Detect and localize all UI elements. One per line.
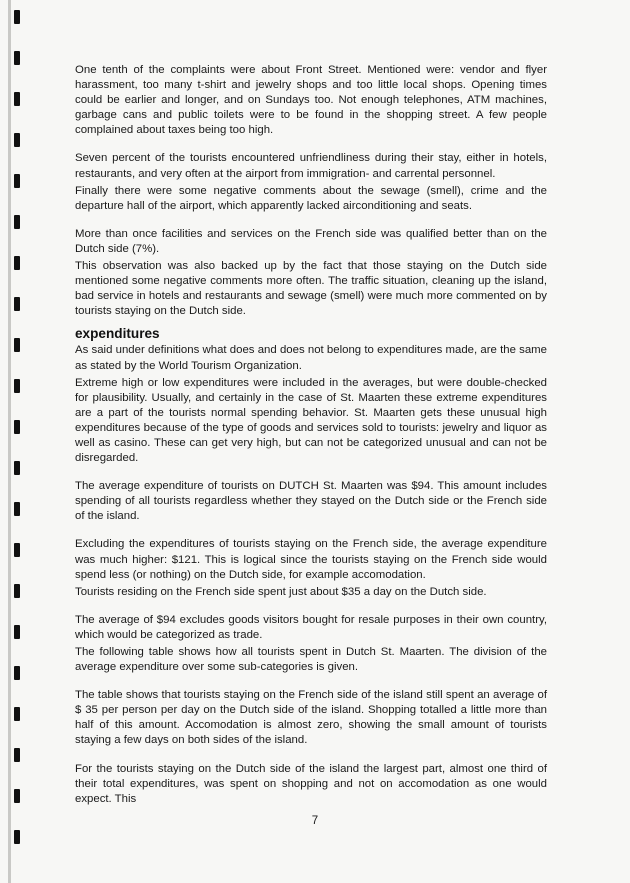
paragraph-excluding-french: Excluding the expenditures of tourists staying on the French side, the average expenditure was much higher: $121. This is logical since the tourists staying on the French side would spend less (or nothing) on the Dutch side, for example accomodation.: [75, 538, 547, 581]
paragraph-observation: This observation was also backed up by the fact that those staying on the Dutch side mentioned some negative comments more often. The traffic situation, cleaning up the island, bad service in hotels and restaurants and sewage (smell) were much more commented on by tourists staying on the Dutch side.: [75, 260, 547, 318]
spiral-binding: [8, 0, 22, 883]
paragraph-french-side: More than once facilities and services on the French side was qualified better than on the Dutch side (7%).: [75, 227, 547, 255]
paragraph-dutch-side-shopping: For the tourists staying on the Dutch side of the island the largest part, almost one third of their total expenditures, was spent on shopping and not on accomodation as one would expect. This: [75, 762, 547, 805]
paragraph-definitions: As said under definitions what does and does not belong to expenditures made, are the same as stated by the World Tourism Organization.: [75, 344, 547, 372]
binding-hole: [14, 420, 20, 434]
binding-hole: [14, 830, 20, 844]
paragraph-french-residents: Tourists residing on the French side spent just about $35 a day on the Dutch side.: [75, 585, 487, 598]
binding-hole: [14, 379, 20, 393]
binding-edge: [8, 0, 11, 883]
binding-hole: [14, 338, 20, 352]
binding-hole: [14, 51, 20, 65]
binding-hole: [14, 133, 20, 147]
binding-hole: [14, 174, 20, 188]
paragraph-front-street: One tenth of the complaints were about Front Street. Mentioned were: vendor and flyer harassment, too many t-shirt and jewelry shops and too little local shops. Opening times could be earlier and longer, and on Sundays too. Not enough telephones, ATM machines, garbage cans and public toilets were to be found in the shopping street. A few people complained about taxes being too high.: [75, 64, 547, 137]
binding-hole: [14, 256, 20, 270]
binding-hole: [14, 10, 20, 24]
paragraph-negative-comments: Finally there were some negative comments about the sewage (smell), crime and the departure hall of the airport, which apparently lacked airconditioning and seats.: [75, 184, 547, 212]
paragraph-average-expenditure: The average expenditure of tourists on DUTCH St. Maarten was $94. This amount includes spending of all tourists regardless whether they stayed on the Dutch side or the French side of the island.: [75, 480, 547, 523]
binding-hole: [14, 625, 20, 639]
binding-hole: [14, 461, 20, 475]
section-heading-expenditures: expenditures: [75, 326, 160, 342]
binding-hole: [14, 502, 20, 516]
page-number: 7: [311, 815, 319, 827]
paragraph-unfriendliness: Seven percent of the tourists encountered unfriendliness during their stay, either in hotels, restaurants, and very often at the airport from immigration- and carrental personnel.: [75, 152, 547, 180]
binding-hole: [14, 707, 20, 721]
binding-hole: [14, 92, 20, 106]
binding-hole: [14, 543, 20, 557]
binding-hole: [14, 584, 20, 598]
paragraph-table-shows: The table shows that tourists staying on the French side of the island still spent an average of $ 35 per person per day on the Dutch side of the island. Shopping totalled a little more than half of this amount. Accomodation is almost zero, showing the small amount of tourists staying a few days on both sides of the island.: [75, 689, 547, 747]
page-body: [75, 63, 547, 807]
binding-hole: [14, 748, 20, 762]
paragraph-extreme-expenditures: Extreme high or low expenditures were included in the averages, but were double-checked for plausibility. Usually, and certainly in the case of St. Maarten these extreme expenditures are a part of the tourists normal spending behavior. St. Maarten gets these unusual high expenditures because of the type of goods and services sold to tourists: jewelry and liquor as well as casino. These can get very high, but can not be categorized unusual and can not be disregarded.: [75, 376, 547, 465]
paragraph-resale: The average of $94 excludes goods visitors bought for resale purposes in their own country, which would be categorized as trade.: [75, 613, 547, 641]
binding-hole: [14, 666, 20, 680]
binding-hole: [14, 789, 20, 803]
binding-hole: [14, 297, 20, 311]
binding-hole: [14, 215, 20, 229]
paragraph-table-intro: The following table shows how all tourists spent in Dutch St. Maarten. The division of the average expenditure over some sub-categories is given.: [75, 646, 547, 674]
